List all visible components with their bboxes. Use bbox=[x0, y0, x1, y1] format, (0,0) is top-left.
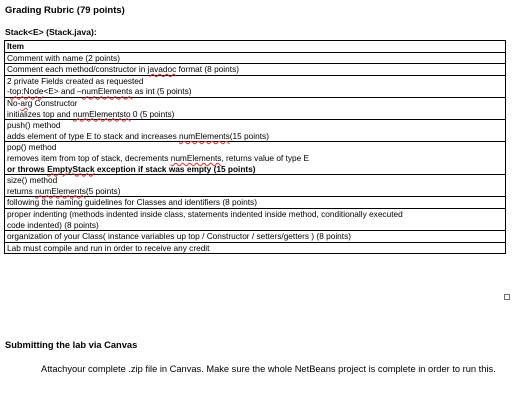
table-header-row bbox=[5, 41, 506, 53]
cell-line: Comment with name (2 points) bbox=[7, 52, 120, 63]
cell-line bbox=[7, 131, 503, 142]
spellcheck-word: numElements bbox=[179, 130, 230, 141]
cell-text: 0 (5 points) bbox=[130, 108, 175, 119]
table-cell bbox=[5, 97, 506, 119]
cell-line: 2 private Fields created as requested bbox=[7, 75, 144, 86]
cell-text: exception if stack was empty (15 points) bbox=[94, 163, 256, 174]
table-row bbox=[5, 52, 506, 64]
table-row bbox=[5, 208, 506, 230]
spellcheck-word: numElementsto bbox=[72, 108, 131, 119]
cell-text: - bbox=[7, 86, 10, 97]
cell-text: initializes top and bbox=[7, 108, 73, 119]
cell-text: Constructor bbox=[32, 97, 78, 108]
table-cell bbox=[5, 197, 506, 209]
cell-text: adds element of type E to stack and increases bbox=[7, 130, 180, 141]
cell-text: No- bbox=[7, 97, 21, 108]
cell-line: size() method bbox=[7, 175, 58, 186]
table-cell bbox=[5, 75, 506, 97]
rubric-table bbox=[4, 40, 506, 254]
rubric-title: Grading Rubric (79 points) bbox=[5, 5, 125, 16]
table-cell bbox=[5, 242, 506, 254]
cell-text: Comment each method/constructor in bbox=[7, 64, 148, 75]
table-cell bbox=[5, 208, 506, 230]
cell-line: pop() method bbox=[7, 142, 57, 153]
cell-text: (15 points) bbox=[229, 130, 269, 141]
table-row bbox=[5, 175, 506, 197]
cell-text: format (8 points) bbox=[176, 64, 239, 75]
spellcheck-word: top:Node bbox=[9, 86, 44, 97]
table-header-item: Item bbox=[5, 41, 506, 53]
table-row bbox=[5, 75, 506, 97]
table-row bbox=[5, 242, 506, 254]
spellcheck-word: javadoc bbox=[147, 64, 177, 75]
table-cell bbox=[5, 64, 506, 76]
cell-line: following the naming guidelines for Classes and identifiers (8 points) bbox=[7, 197, 257, 208]
table-cell bbox=[5, 175, 506, 197]
table-row bbox=[5, 231, 506, 243]
spellcheck-word: EmptyStack bbox=[47, 163, 95, 174]
cell-text: or throws bbox=[7, 163, 48, 174]
cell-line: push() method bbox=[7, 120, 61, 131]
table-cell bbox=[5, 231, 506, 243]
table-cell bbox=[5, 52, 506, 64]
spellcheck-word: numElements bbox=[170, 152, 222, 163]
cell-line: Lab must compile and run in order to receive any credit bbox=[7, 242, 210, 253]
table-cell bbox=[5, 120, 506, 142]
cell-line: proper indenting (methods indented inside class, statements indented inside method, conditionally executed bbox=[7, 208, 403, 219]
cell-text: , returns value of type E bbox=[221, 152, 310, 163]
cell-line bbox=[7, 98, 503, 109]
cell-text: <E> and – bbox=[43, 86, 82, 97]
cell-line bbox=[7, 109, 503, 120]
spellcheck-word: numElements bbox=[81, 86, 133, 97]
section-heading: Submitting the lab via Canvas bbox=[5, 340, 138, 350]
body-paragraph: Attachyour complete .zip file in Canvas. Make sure the whole NetBeans project is complete in order to run this. bbox=[41, 364, 496, 374]
cell-text: returns bbox=[7, 185, 36, 196]
class-title: Stack<E> (Stack.java): bbox=[5, 27, 97, 37]
cell-line: organization of your Class( instance variables up top / Constructor / setters/getters ) (8 points) bbox=[7, 231, 352, 242]
table-row bbox=[5, 120, 506, 142]
cell-line bbox=[7, 153, 503, 164]
cell-line bbox=[7, 186, 503, 197]
cell-line: code indented) (8 points) bbox=[7, 219, 99, 230]
cell-line bbox=[7, 86, 503, 97]
table-row bbox=[5, 97, 506, 119]
table-resize-handle[interactable] bbox=[504, 294, 510, 300]
spellcheck-word: numElements bbox=[35, 185, 86, 196]
cell-line bbox=[7, 164, 503, 175]
cell-line bbox=[7, 64, 503, 75]
cell-text: removes item from top of stack, decrements bbox=[7, 152, 171, 163]
table-row bbox=[5, 197, 506, 209]
table-cell bbox=[5, 142, 506, 175]
spellcheck-word: arg bbox=[20, 97, 33, 108]
cell-text: as int (5 points) bbox=[132, 86, 192, 97]
table-row bbox=[5, 64, 506, 76]
cell-text: (5 points) bbox=[85, 185, 121, 196]
table-row bbox=[5, 142, 506, 175]
